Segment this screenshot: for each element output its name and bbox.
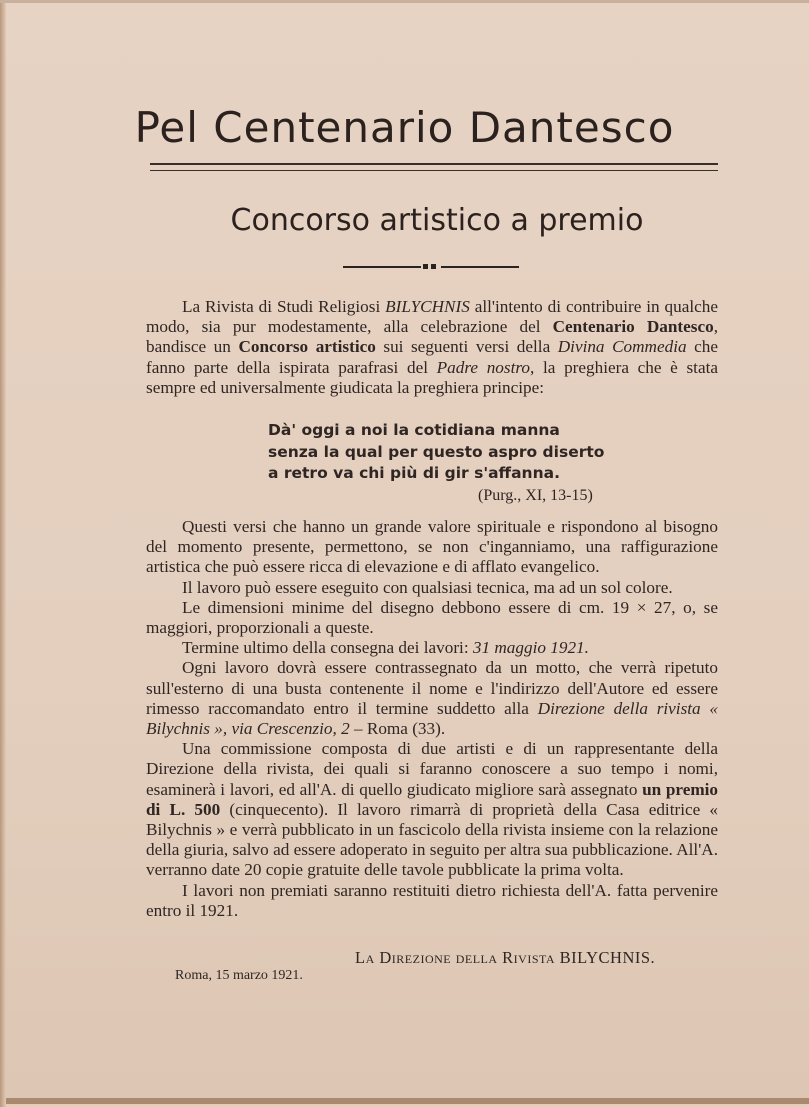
intro-paragraph: [146, 297, 718, 398]
submission-address: Direzione della rivista « Bilychnis », via Crescenzio, 2: [146, 698, 718, 739]
ornament-line-right: [441, 266, 519, 268]
intro-text: all'intento di contribuire in qualche modo, sia pur modestamente, alla celebrazione del: [146, 297, 718, 337]
journal-name: BILYCHNIS: [385, 297, 470, 316]
commission-text: (cinquecento). Il lavoro rimarrà di proprietà della Casa editrice « Bilychnis » e verrà pubblicato in un fascicolo della rivista insieme con la relazione della giuria, salvo ad essere adoperato in seguito per altra sua pubblicazione. All'A. verranno date 20 copie gratuite delle tavole pubblicate la prima volta.: [146, 799, 718, 880]
verse-quote: [268, 420, 648, 485]
commission-paragraph: [146, 739, 718, 880]
rules-section: [146, 517, 718, 921]
centenario-emphasis: Centenario Dantesco: [552, 317, 714, 337]
ornament-dot: [423, 264, 428, 269]
page-edge: [0, 3, 6, 1107]
ornament-divider: [343, 263, 519, 271]
intro-text: , bandisce un: [146, 317, 718, 357]
prize-amount: un premio di L. 500: [146, 779, 719, 819]
body-paragraph: Il lavoro può essere eseguito con qualsiasi tecnica, ma ad un sol colore.: [182, 577, 673, 597]
submission-paragraph: [146, 658, 718, 739]
ornament-dot: [431, 264, 436, 269]
padre-nostro: Padre nostro: [436, 357, 531, 377]
intro-text: che fanno parte della ispirata parafrasi del: [146, 337, 718, 377]
deadline-paragraph: [146, 638, 718, 658]
commission-text: Una commissione composta di due artisti e di un rappresentante della Direzione della rivista, dei quali si faranno conoscere a suo tempo i nomi, esaminerà i lavori, ed all'A. di quello giudicato migliore sarà assegnato: [146, 739, 718, 799]
submission-city: – Roma (33).: [349, 719, 446, 739]
body-paragraph: Questi versi che hanno un grande valore spirituale e rispondono al bisogno del momento presente, permettono, se non c'inganniamo, una raffigurazione artistica che può essere ricca di elevazione e di afflato evangelico.: [146, 517, 718, 577]
intro-text: sui seguenti versi della: [375, 337, 558, 357]
ornament-line-left: [343, 266, 421, 268]
deadline-text: Termine ultimo della consegna dei lavori:: [182, 638, 473, 658]
intro-text: , la preghiera che è stata sempre ed universalmente giudicata la preghiera principe:: [146, 357, 718, 397]
verse-citation: (Purg., XI, 13-15): [478, 487, 593, 504]
body-paragraph: Le dimensioni minime del disegno debbono essere di cm. 19 × 27, o, se maggiori, proporzionali a queste.: [146, 597, 718, 638]
verse-line: a retro va chi più di gir s'affanna.: [268, 464, 560, 482]
page-subtitle: Concorso artistico a premio: [230, 203, 644, 238]
verse-line: Dà' oggi a noi la cotidiana manna: [268, 421, 560, 439]
submission-text: Ogni lavoro dovrà essere contrassegnato da un motto, che verrà ripetuto sull'esterno di una busta contenente il nome e l'indirizzo dell'Autore ed essere rimesso raccomandato entro il termine suddetto alla: [146, 658, 718, 718]
deadline-date: 31 maggio 1921.: [472, 638, 589, 658]
verse-line: senza la qual per questo aspro diserto: [268, 442, 605, 461]
body-paragraph: I lavori non premiati saranno restituiti dietro richiesta dell'A. fatta pervenire entro il 1921.: [146, 880, 718, 920]
intro-text: La Rivista di Studi Religiosi: [182, 297, 386, 316]
title-rule: [150, 163, 718, 171]
signature: La Direzione della Rivista BILYCHNIS.: [355, 948, 656, 967]
page-title: Pel Centenario Dantesco: [134, 103, 675, 152]
dateline: Roma, 15 marzo 1921.: [175, 968, 303, 983]
commedia-title: Divina Commedia: [557, 337, 687, 357]
concorso-emphasis: Concorso artistico: [238, 337, 376, 357]
